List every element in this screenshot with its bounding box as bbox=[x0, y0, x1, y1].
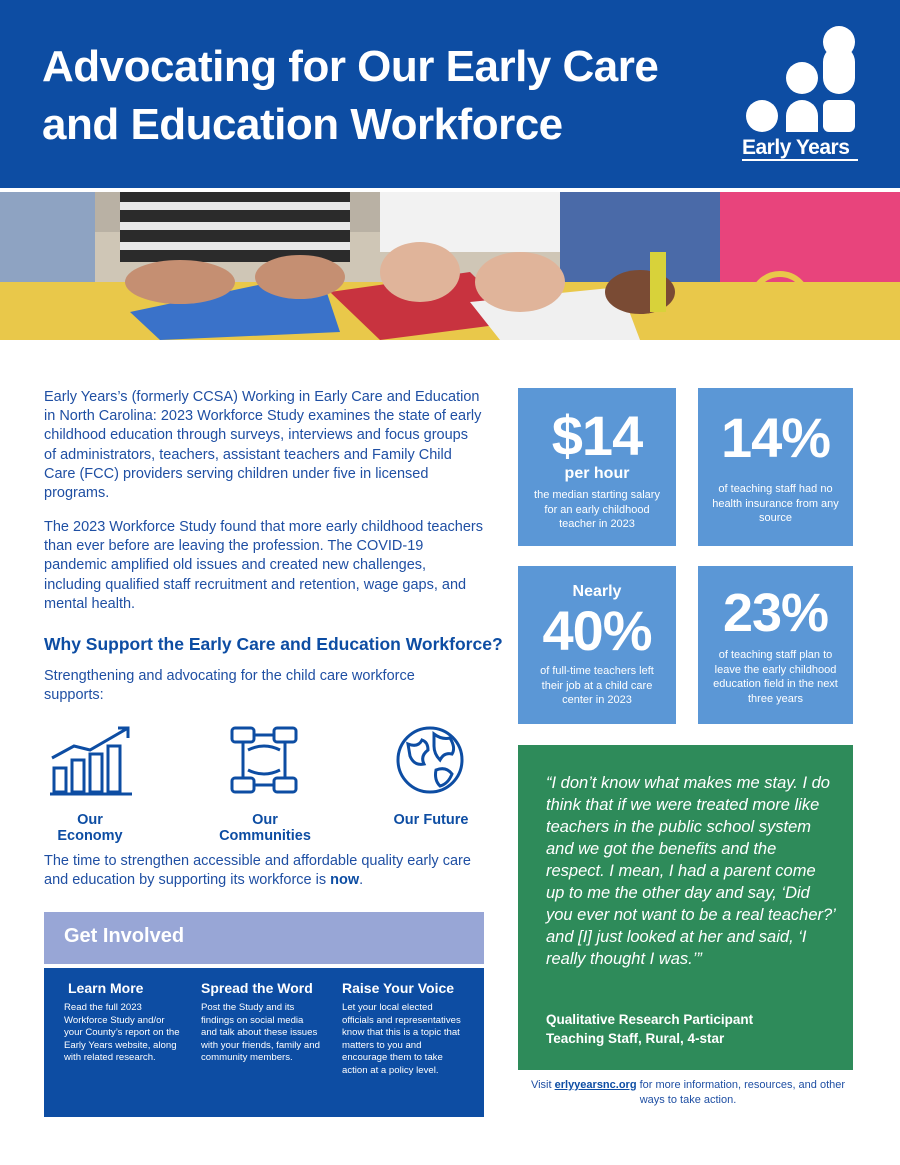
website-link[interactable]: erlyyearsnc.org bbox=[554, 1079, 637, 1091]
benefit-label-future: Our Future bbox=[393, 812, 469, 828]
early-years-logo bbox=[742, 24, 862, 164]
intro-paragraph-2: The 2023 Workforce Study found that more early childhood teachers than ever before are leaving the profession. The COVID-19 pandemic amplified old issues and created new challenges, including qualified staff recruitment and retention, wage gaps, and mental health. bbox=[44, 519, 484, 612]
logo-mark-icon bbox=[742, 24, 862, 136]
stat-card-salary bbox=[518, 388, 676, 546]
time-statement-end: . bbox=[359, 872, 364, 889]
get-involved-box bbox=[44, 968, 484, 1117]
get-involved-raise-your-voice bbox=[342, 980, 466, 1078]
visit-prefix: Visit bbox=[530, 1079, 555, 1091]
stat-desc-plan-to-leave: of teaching staff plan to leave the early childhood education field in the next three years bbox=[713, 649, 838, 705]
bar-chart-icon bbox=[48, 724, 134, 801]
intro-paragraph-1: Early Years’s (formerly CCSA) Working in Early Care and Education in North Carolina: 2023 Workforce Study examines the state of early childhood education through surveys, interviews and focus groups of administrators, teachers, assistant teachers and Family Child Care (FCC) providers serving children under five in licensed programs. bbox=[44, 389, 482, 502]
learn-more-heading: Learn More bbox=[68, 980, 144, 996]
stat-value-plan-to-leave: 23% bbox=[722, 583, 829, 643]
benefit-label-communities: Our Communities bbox=[219, 812, 311, 844]
stat-value-salary: $14 bbox=[551, 404, 643, 467]
learn-more-text: Read the full 2023 Workforce Study and/or your County’s report on the Early Years website, along with related research. bbox=[64, 1002, 180, 1064]
time-statement-text: The time to strengthen accessible and affordable quality early care and education by supporting its workforce is bbox=[44, 853, 471, 889]
page-title: Advocating for Our Early Care and Education Workforce bbox=[42, 42, 659, 149]
why-support-subtitle: Strengthening and advocating for the child care workforce supports: bbox=[44, 668, 415, 704]
quote-box bbox=[518, 745, 853, 1070]
attribution-line-2: Teaching Staff, Rural, 4-star bbox=[546, 1031, 725, 1046]
quote-text: “I don’t know what makes me stay. I do think that if we were treated more like teachers in the public school system and we got the benefits and the respect. I mean, I had a parent come up to me the other day and say, ‘Did you ever not want to be a real teacher?’ and [I] just looked at her and said, ‘I really thought I was.’” bbox=[546, 774, 835, 968]
why-support-heading: Why Support the Early Care and Education Workforce? bbox=[44, 634, 503, 654]
globe-icon bbox=[394, 724, 466, 801]
get-involved-header bbox=[44, 912, 484, 964]
time-statement bbox=[44, 852, 484, 890]
logo-text: Early Years bbox=[742, 137, 858, 161]
quote-attribution bbox=[546, 1010, 836, 1048]
raise-your-voice-heading: Raise Your Voice bbox=[342, 980, 455, 996]
stat-prefix-left-job: Nearly bbox=[572, 583, 622, 600]
get-involved-learn-more bbox=[64, 980, 184, 1065]
attribution-line-1: Qualitative Research Participant bbox=[546, 1012, 754, 1027]
stat-card-left-job bbox=[518, 566, 676, 724]
visit-suffix: for more information, resources, and other ways to take action. bbox=[636, 1079, 846, 1106]
stat-desc-left-job: of full-time teachers left their job at a child care center in 2023 bbox=[540, 665, 654, 707]
raise-your-voice-text: Let your local elected officials and representatives know that this is a topic that matters to you and encourage them to take action at a policy level. bbox=[342, 1002, 461, 1076]
stat-card-plan-to-leave bbox=[698, 566, 853, 724]
get-involved-spread-the-word bbox=[201, 980, 321, 1065]
hero-photo bbox=[0, 192, 900, 340]
stat-unit-salary: per hour bbox=[564, 465, 630, 482]
header-banner bbox=[0, 0, 900, 188]
get-involved-title: Get Involved bbox=[64, 925, 185, 947]
stat-card-health-insurance bbox=[698, 388, 853, 546]
linked-hands-icon bbox=[228, 724, 300, 801]
stat-desc-health-insurance: of teaching staff had no health insurance from any source bbox=[712, 483, 839, 525]
stat-value-left-job: 40% bbox=[542, 599, 652, 662]
time-statement-emphasis: now bbox=[330, 872, 360, 889]
benefit-label-economy: Our Economy bbox=[57, 812, 123, 844]
stat-value-health-insurance: 14% bbox=[720, 406, 831, 469]
visit-line bbox=[518, 1078, 858, 1108]
spread-the-word-text: Post the Study and its findings on social media and talk about these issues with your friends, family and community members. bbox=[201, 1002, 320, 1064]
stat-desc-salary: the median starting salary for an early childhood teacher in 2023 bbox=[534, 489, 660, 531]
spread-the-word-heading: Spread the Word bbox=[201, 980, 313, 996]
